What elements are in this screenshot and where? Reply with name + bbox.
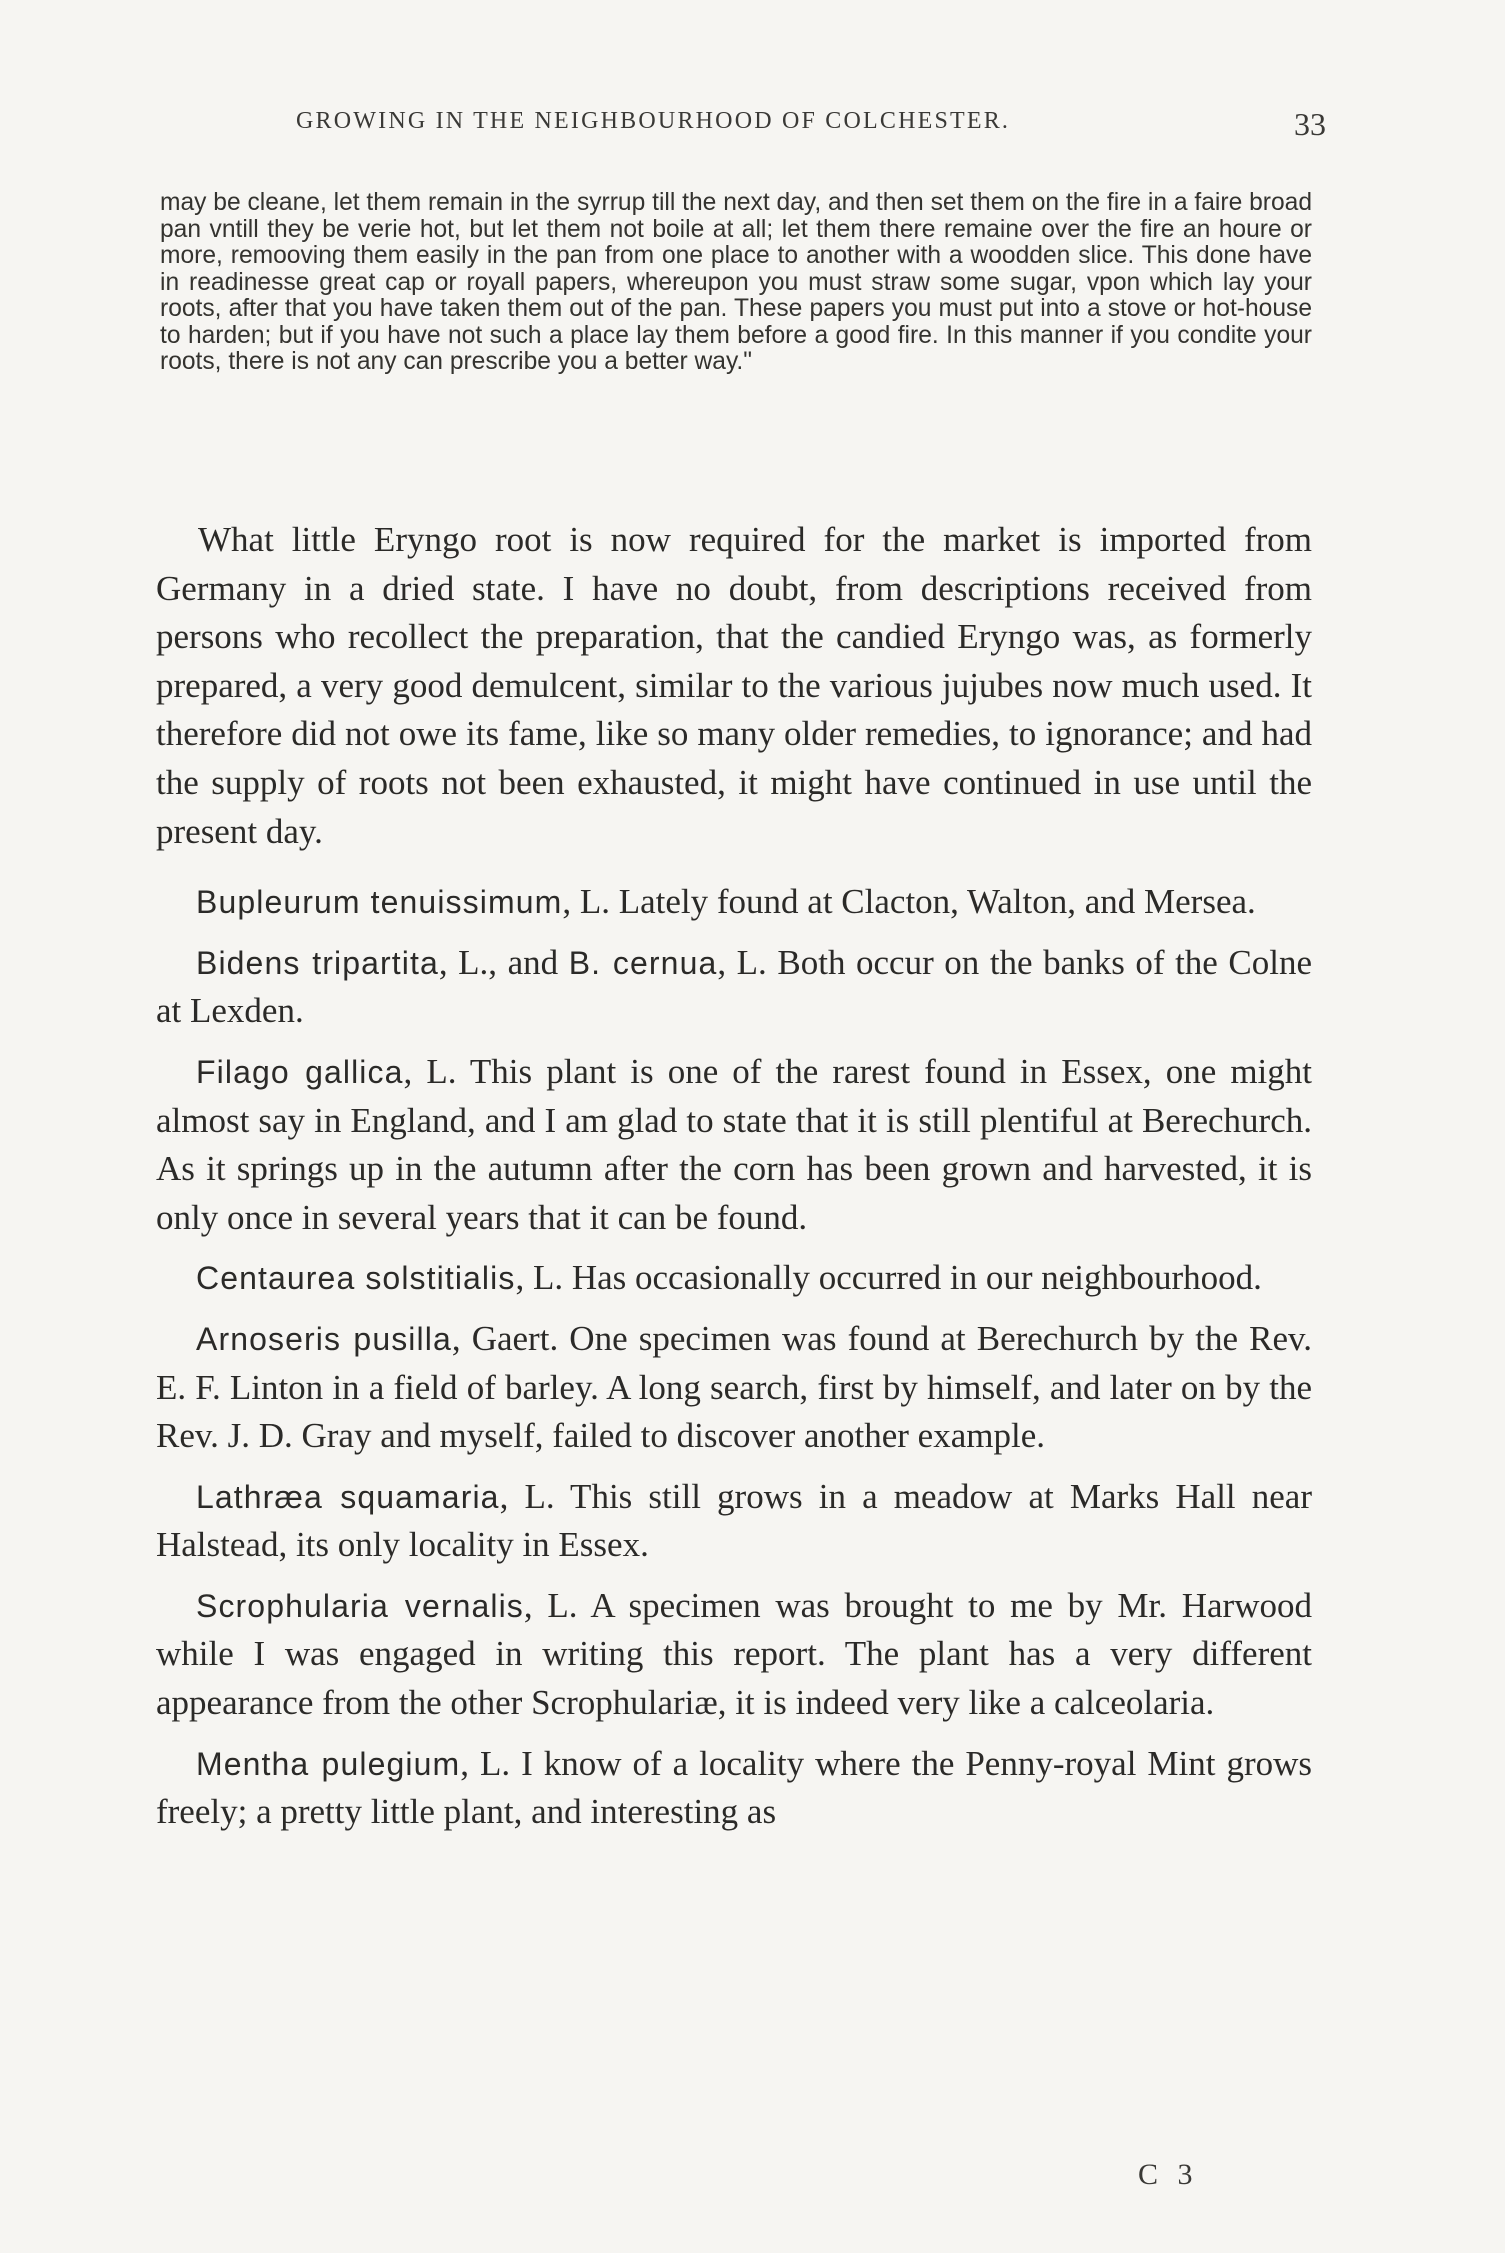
entry-centaurea [156,1254,1312,1303]
signature-mark: C 3 [1138,2158,1199,2191]
entry-lathraea [156,1473,1312,1570]
entry-text: , L. A specimen was brought to me by Mr. Harwood while I was engaged in writing this report. The plant has a very different appearance from the other Scrophulariæ, it is indeed very like a calceolaria. [156,1585,1312,1723]
quote-text: may be cleane, let them remain in the syrrup till the next day, and then set them on the fire in a faire broad pan vntill they be verie hot, but let them not boile at all; let them there remaine over the fire an houre or more, remooving them easily in the pan from one place to another with a woodden slice. This done have in readinesse great cap or royall papers, whereupon you must straw some sugar, vpon which lay your roots, after that you have taken them out of the pan. These papers you must put into a stove or hot-house to harden; but if you have not such a place lay them before a good fire. In this manner if you condite your roots, there is not any can prescribe you a better way." [160,189,1312,375]
entry-text: , L., and [438,942,569,982]
page-header [156,106,1326,146]
entry-arnoseris [156,1315,1312,1461]
entry-bidens [156,939,1312,1036]
entry-mentha [156,1740,1312,1837]
page-number: 33 [1294,106,1326,142]
quoted-recipe [160,190,1312,376]
entry-text: , L. This still grows in a meadow at Marks Hall near Halstead, its only locality in Essex. [156,1476,1312,1565]
entry-text-secondary: , L. Both occur on the banks of the Colne at Lexden. [156,942,1313,1031]
species-name: Filago gallica [196,1053,404,1090]
body-text [156,516,1312,1849]
entry-text: , L. I know of a locality where the Penny-royal Mint grows freely; a pretty little plant, and interesting as [156,1743,1313,1832]
running-head: GROWING IN THE NEIGHBOURHOOD OF COLCHESTER. [296,108,1011,134]
intro-paragraph: What little Eryngo root is now required for the market is imported from Germany in a dried state. I have no doubt, from descriptions received from persons who recollect the preparation, that the candied Eryngo was, as formerly prepared, a very good demulcent, similar to the various jujubes now much used. It therefore did not owe its fame, like so many older remedies, to ignorance; and had the supply of roots not been exhausted, it might have continued in use until the present day. [156,520,1312,851]
entry-scrophularia [156,1582,1312,1728]
species-name: Centaurea solstitialis [196,1260,516,1297]
entry-filago [156,1048,1312,1242]
entry-text: , Gaert. One specimen was found at Berechurch by the Rev. E. F. Linton in a field of barley. A long search, first by himself, and later on by the Rev. J. D. Gray and myself, failed to discover another example. [156,1318,1312,1456]
entry-text: , L. This plant is one of the rarest found in Essex, one might almost say in England, and I am glad to state that it is still plentiful at Berechurch. As it springs up in the autumn after the corn has been grown and harvested, it is only once in several years that it can be found. [156,1051,1312,1237]
entry-text: , L. Lately found at Clacton, Walton, and Mersea. [562,882,1256,922]
species-name: Scrophularia vernalis [196,1587,524,1624]
entry-text: , L. Has occasionally occurred in our neighbourhood. [515,1258,1262,1298]
species-name: Mentha pulegium [196,1745,461,1782]
species-name-secondary: B. cernua [568,944,718,981]
species-name: Bidens tripartita [196,944,439,981]
species-name: Arnoseris pusilla [196,1320,452,1357]
species-name: Lathræa squamaria [196,1478,500,1515]
species-name: Bupleurum tenuissimum [196,884,563,921]
entry-bupleurum [156,878,1312,927]
